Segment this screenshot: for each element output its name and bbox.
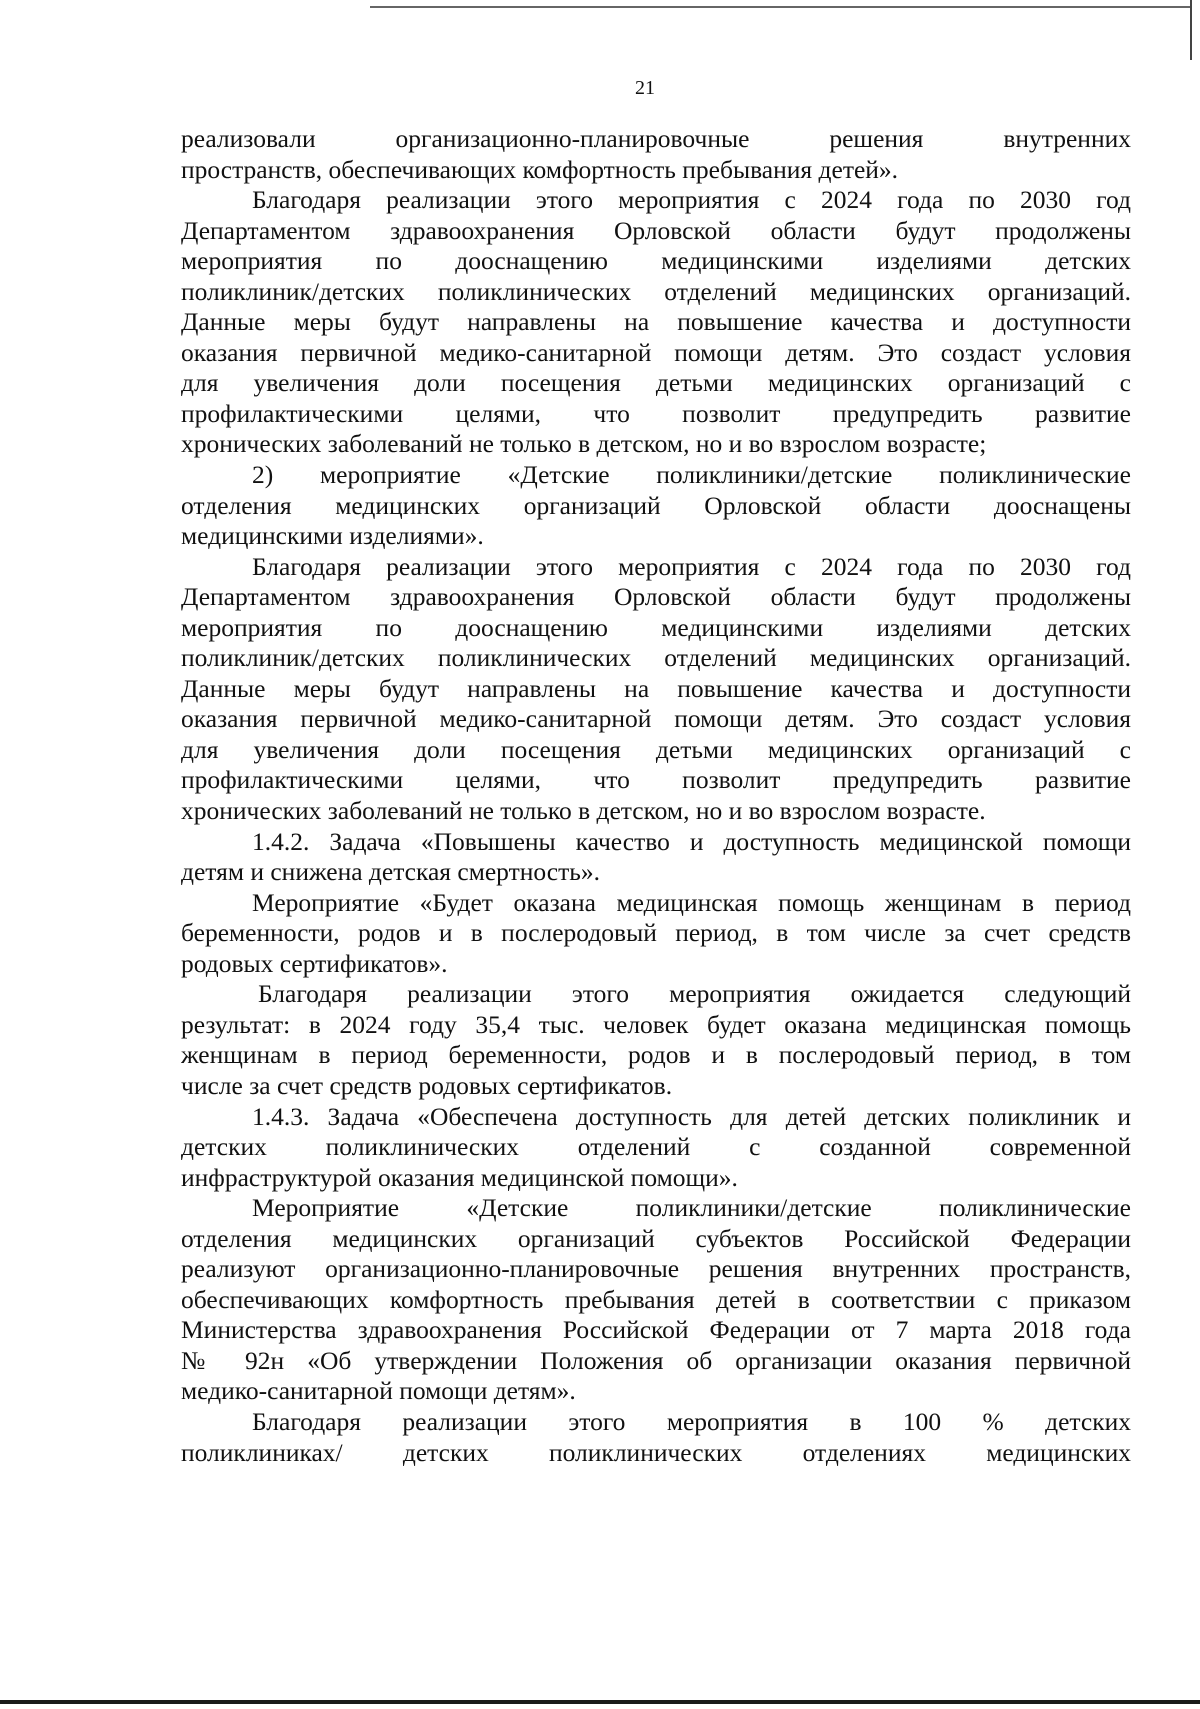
- text-line: инфраструктурой оказания медицинской помощи».: [181, 1162, 738, 1192]
- text-line: профилактическими целями, что позволит предупредить развитие: [181, 765, 1131, 795]
- text-line: детям и снижена детская смертность».: [181, 857, 600, 887]
- text-line: отделения медицинских организаций субъектов Российской Федерации: [181, 1223, 1131, 1253]
- text-line: числе за счет средств родовых сертификатов.: [181, 1070, 673, 1100]
- text-line: хронических заболеваний не только в детском, но и во взрослом возрасте;: [181, 429, 987, 459]
- text-line: для увеличения доли посещения детьми медицинских организаций с: [181, 734, 1131, 764]
- text-line: медико-санитарной помощи детям».: [181, 1376, 576, 1406]
- text-line: Благодаря реализации этого мероприятия с 2024 года по 2030 год: [252, 185, 1131, 215]
- text-line: детских поликлинических отделений с созданной современной: [181, 1132, 1131, 1162]
- text-line: Министерства здравоохранения Российской Федерации от 7 марта 2018 года: [181, 1315, 1131, 1345]
- text-line: Данные меры будут направлены на повышение качества и доступности: [181, 673, 1131, 703]
- text-line: оказания первичной медико-санитарной помощи детям. Это создаст условия: [181, 337, 1131, 367]
- scan-right-edge: [1190, 0, 1192, 60]
- text-line: Благодаря реализации этого мероприятия с 2024 года по 2030 год: [252, 551, 1131, 581]
- text-line: мероприятия по дооснащению медицинскими изделиями детских: [181, 612, 1131, 642]
- text-line: обеспечивающих комфортность пребывания детей в соответствии с приказом: [181, 1284, 1131, 1314]
- text-line: 1.4.3. Задача «Обеспечена доступность для детей детских поликлиник и: [252, 1101, 1131, 1131]
- body-text: [181, 124, 1131, 1468]
- text-line: Мероприятие «Будет оказана медицинская помощь женщинам в период: [252, 887, 1131, 917]
- text-line: результат: в 2024 году 35,4 тыс. человек будет оказана медицинская помощь: [181, 1009, 1131, 1039]
- text-line: беременности, родов и в послеродовый период, в том числе за счет средств: [181, 918, 1131, 948]
- scan-bottom-rule: [0, 1700, 1200, 1704]
- text-line: поликлиниках/ детских поликлинических отделениях медицинских: [181, 1437, 1131, 1467]
- text-line: хронических заболеваний не только в детском, но и во взрослом возрасте.: [181, 796, 986, 826]
- text-line: пространств, обеспечивающих комфортность пребывания детей».: [181, 154, 899, 184]
- text-line: профилактическими целями, что позволит предупредить развитие: [181, 398, 1131, 428]
- text-line: Департаментом здравоохранения Орловской области будут продолжены: [181, 582, 1131, 612]
- text-line: родовых сертификатов».: [181, 948, 448, 978]
- text-line: для увеличения доли посещения детьми медицинских организаций с: [181, 368, 1131, 398]
- text-line: оказания первичной медико-санитарной помощи детям. Это создаст условия: [181, 704, 1131, 734]
- text-line: реализовали организационно-планировочные решения внутренних: [181, 124, 1131, 153]
- text-line: женщинам в период беременности, родов и в послеродовый период, в том: [181, 1040, 1131, 1070]
- text-line: поликлиник/детских поликлинических отделений медицинских организаций.: [181, 643, 1131, 673]
- text-line: поликлиник/детских поликлинических отделений медицинских организаций.: [181, 276, 1131, 306]
- page-number: 21: [635, 77, 655, 99]
- text-line: 2) мероприятие «Детские поликлиники/детские поликлинические: [252, 460, 1131, 490]
- text-line: Департаментом здравоохранения Орловской области будут продолжены: [181, 215, 1131, 245]
- text-line: Благодаря реализации этого мероприятия в 100 % детских: [252, 1406, 1131, 1436]
- text-line: отделения медицинских организаций Орловской области дооснащены: [181, 490, 1131, 520]
- text-line: Благодаря реализации этого мероприятия ожидается следующий: [258, 979, 1131, 1009]
- text-line: 1.4.2. Задача «Повышены качество и доступность медицинской помощи: [252, 826, 1131, 856]
- text-line: мероприятия по дооснащению медицинскими изделиями детских: [181, 246, 1131, 276]
- scan-top-rule: [370, 6, 1190, 8]
- text-line: Данные меры будут направлены на повышение качества и доступности: [181, 307, 1131, 337]
- text-line: реализуют организационно-планировочные решения внутренних пространств,: [181, 1254, 1131, 1284]
- text-line: Мероприятие «Детские поликлиники/детские поликлинические: [252, 1193, 1131, 1223]
- text-line: № 92н «Об утверждении Положения об организации оказания первичной: [181, 1345, 1131, 1375]
- text-line: медицинскими изделиями».: [181, 521, 484, 551]
